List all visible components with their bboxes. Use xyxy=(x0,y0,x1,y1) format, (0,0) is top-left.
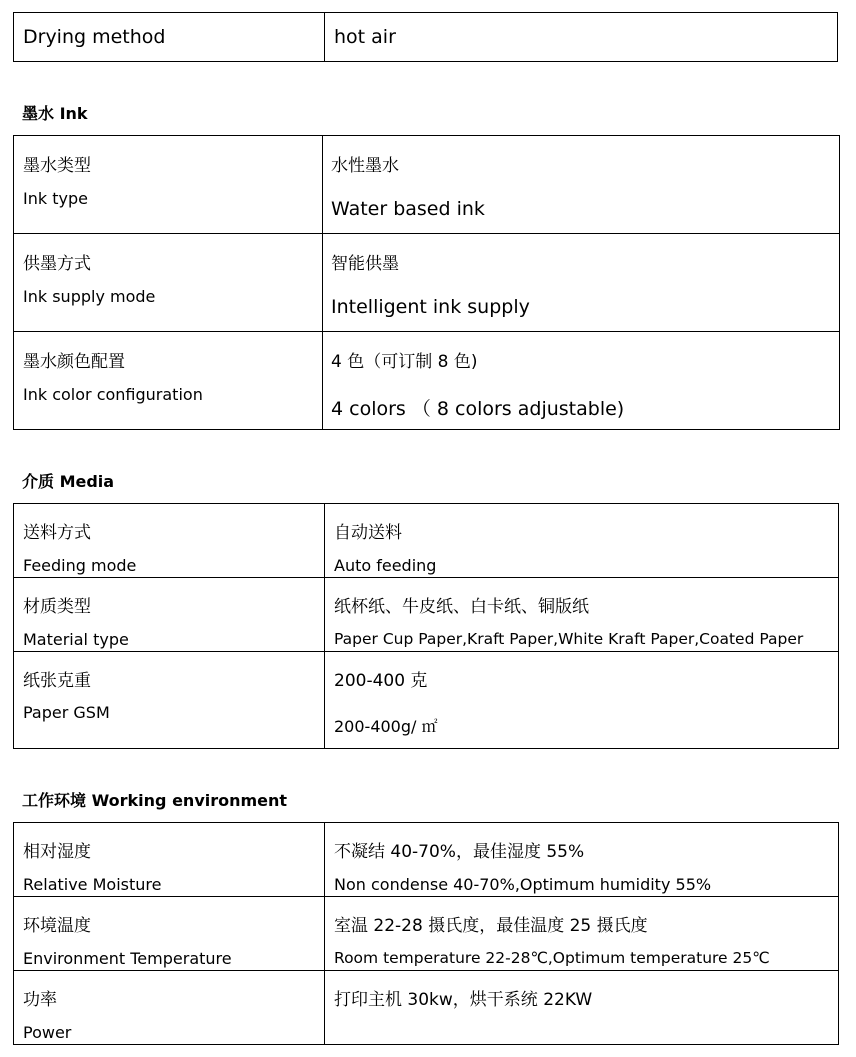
value-en: Non condense 40-70%,Optimum humidity 55% xyxy=(334,875,712,894)
drying-value: hot air xyxy=(334,26,396,48)
label-cell xyxy=(14,504,325,578)
section-heading-environment: 工作环境 Working environment xyxy=(22,791,288,810)
label-cn: 纸张克重 xyxy=(23,671,91,691)
table-row xyxy=(14,971,839,1045)
label-cn: 功率 xyxy=(23,990,57,1010)
table-row xyxy=(14,136,840,234)
table-row xyxy=(14,332,840,430)
value-cn: 自动送料 xyxy=(334,523,402,543)
value-en: Water based ink xyxy=(331,198,485,220)
value-cell xyxy=(323,136,840,234)
label-cell xyxy=(14,578,325,652)
environment-table xyxy=(13,822,839,1045)
value-cell xyxy=(323,234,840,332)
value-en: 4 colors （ 8 colors adjustable) xyxy=(331,398,625,420)
label-cell xyxy=(14,13,325,62)
value-cn: 4 色（可订制 8 色) xyxy=(331,352,478,372)
table-row xyxy=(14,823,839,897)
value-cn: 水性墨水 xyxy=(331,156,399,176)
label-cn: 送料方式 xyxy=(23,523,91,543)
value-en: Paper Cup Paper,Kraft Paper,White Kraft Paper,Coated Paper xyxy=(334,630,804,648)
value-cell xyxy=(325,13,838,62)
table-row xyxy=(14,652,839,749)
label-en: Feeding mode xyxy=(23,556,137,575)
label-cn: 相对湿度 xyxy=(23,842,91,862)
label-cell xyxy=(14,652,325,749)
label-cell xyxy=(14,136,323,234)
value-en: Intelligent ink supply xyxy=(331,296,530,318)
ink-table xyxy=(13,135,840,430)
label-en: Paper GSM xyxy=(23,703,110,722)
drying-label: Drying method xyxy=(23,26,166,48)
value-cn: 室温 22-28 摄氏度，最佳温度 25 摄氏度 xyxy=(334,916,648,936)
value-cn: 不凝结 40-70%，最佳湿度 55% xyxy=(334,842,585,862)
value-en: 200-400g/ ㎡ xyxy=(334,717,438,736)
table-row xyxy=(14,578,839,652)
section-heading-ink: 墨水 Ink xyxy=(22,104,88,123)
value-cell xyxy=(325,652,839,749)
label-cn: 墨水类型 xyxy=(23,156,91,176)
label-cn: 材质类型 xyxy=(23,597,91,617)
value-cell xyxy=(325,971,839,1045)
value-cn: 200-400 克 xyxy=(334,671,428,691)
value-en: Auto feeding xyxy=(334,556,437,575)
value-cell xyxy=(325,578,839,652)
drying-table xyxy=(13,12,838,62)
value-cn: 智能供墨 xyxy=(331,254,399,274)
value-cell xyxy=(325,504,839,578)
table-row xyxy=(14,504,839,578)
label-cn: 墨水颜色配置 xyxy=(23,352,125,372)
value-cn: 纸杯纸、牛皮纸、白卡纸、铜版纸 xyxy=(334,597,589,617)
value-cell xyxy=(323,332,840,430)
label-cell xyxy=(14,897,325,971)
label-cell xyxy=(14,234,323,332)
label-en: Ink color configuration xyxy=(23,385,203,404)
value-cell xyxy=(325,897,839,971)
label-en: Ink type xyxy=(23,189,88,208)
section-heading-media: 介质 Media xyxy=(22,472,115,491)
label-cell xyxy=(14,971,325,1045)
table-row xyxy=(14,13,838,62)
value-cell xyxy=(325,823,839,897)
label-cell xyxy=(14,332,323,430)
label-en: Relative Moisture xyxy=(23,875,162,894)
label-en: Ink supply mode xyxy=(23,287,156,306)
label-cell xyxy=(14,823,325,897)
label-en: Material type xyxy=(23,630,129,649)
label-cn: 供墨方式 xyxy=(23,254,91,274)
label-cn: 环境温度 xyxy=(23,916,91,936)
label-en: Environment Temperature xyxy=(23,949,232,968)
table-row xyxy=(14,897,839,971)
table-row xyxy=(14,234,840,332)
label-en: Power xyxy=(23,1023,72,1042)
media-table xyxy=(13,503,839,749)
value-cn: 打印主机 30kw，烘干系统 22KW xyxy=(334,990,593,1010)
value-en: Room temperature 22-28℃,Optimum temperature 25℃ xyxy=(334,949,770,967)
